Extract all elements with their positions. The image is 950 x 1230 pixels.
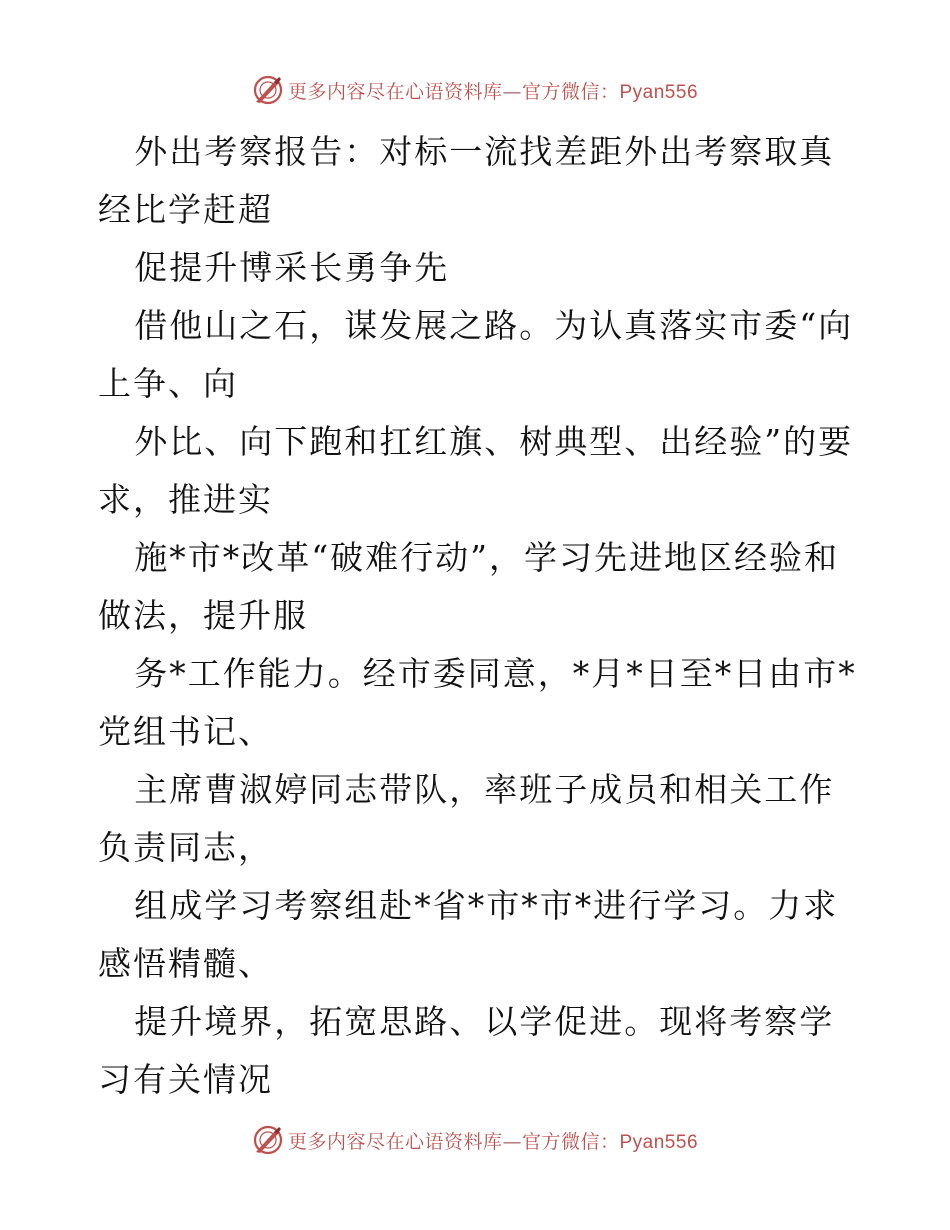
- header-watermark-text: [288, 77, 698, 104]
- contact-label: 官方微信：: [521, 80, 620, 103]
- quill-seal-icon: [252, 1124, 284, 1156]
- wechat-id: Pyan556: [619, 81, 699, 103]
- paragraph-3: 借他山之石，谋发展之路。为认真落实市委“向上争、向: [98, 306, 854, 403]
- paragraph-5: 施*市*改革“破难行动”，学习先进地区经验和做法，提升服: [98, 538, 840, 635]
- contact-label: 官方微信：: [521, 1130, 620, 1153]
- document-body: [98, 123, 858, 1109]
- paragraph-6: 务*工作能力。经市委同意，*月*日至*日由市*党组书记、: [98, 654, 857, 751]
- footer-watermark: [0, 1120, 950, 1160]
- brand-text: 更多内容尽在心语资料库: [287, 1130, 503, 1153]
- paragraph-2: 促提升博采长勇争先: [134, 248, 450, 287]
- paragraph-8: 组成学习考察组赴*省*市*市*进行学习。力求感悟精髓、: [98, 886, 839, 983]
- quill-seal-icon: [252, 74, 284, 106]
- wechat-id: Pyan556: [619, 1131, 699, 1153]
- separator: —: [502, 1130, 522, 1153]
- separator: —: [502, 80, 522, 103]
- paragraph-9: 提升境界，拓宽思路、以学促进。现将考察学习有关情况: [98, 1002, 835, 1099]
- brand-text: 更多内容尽在心语资料库: [287, 80, 503, 103]
- header-watermark: [0, 70, 950, 110]
- footer-watermark-text: [288, 1127, 698, 1154]
- paragraph-1: 外出考察报告：对标一流找差距外出考察取真经比学赶超: [98, 132, 835, 229]
- paragraph-7: 主席曹淑婷同志带队，率班子成员和相关工作负责同志，: [98, 770, 835, 867]
- paragraph-4: 外比、向下跑和扛红旗、树典型、出经验”的要求，推进实: [98, 422, 854, 519]
